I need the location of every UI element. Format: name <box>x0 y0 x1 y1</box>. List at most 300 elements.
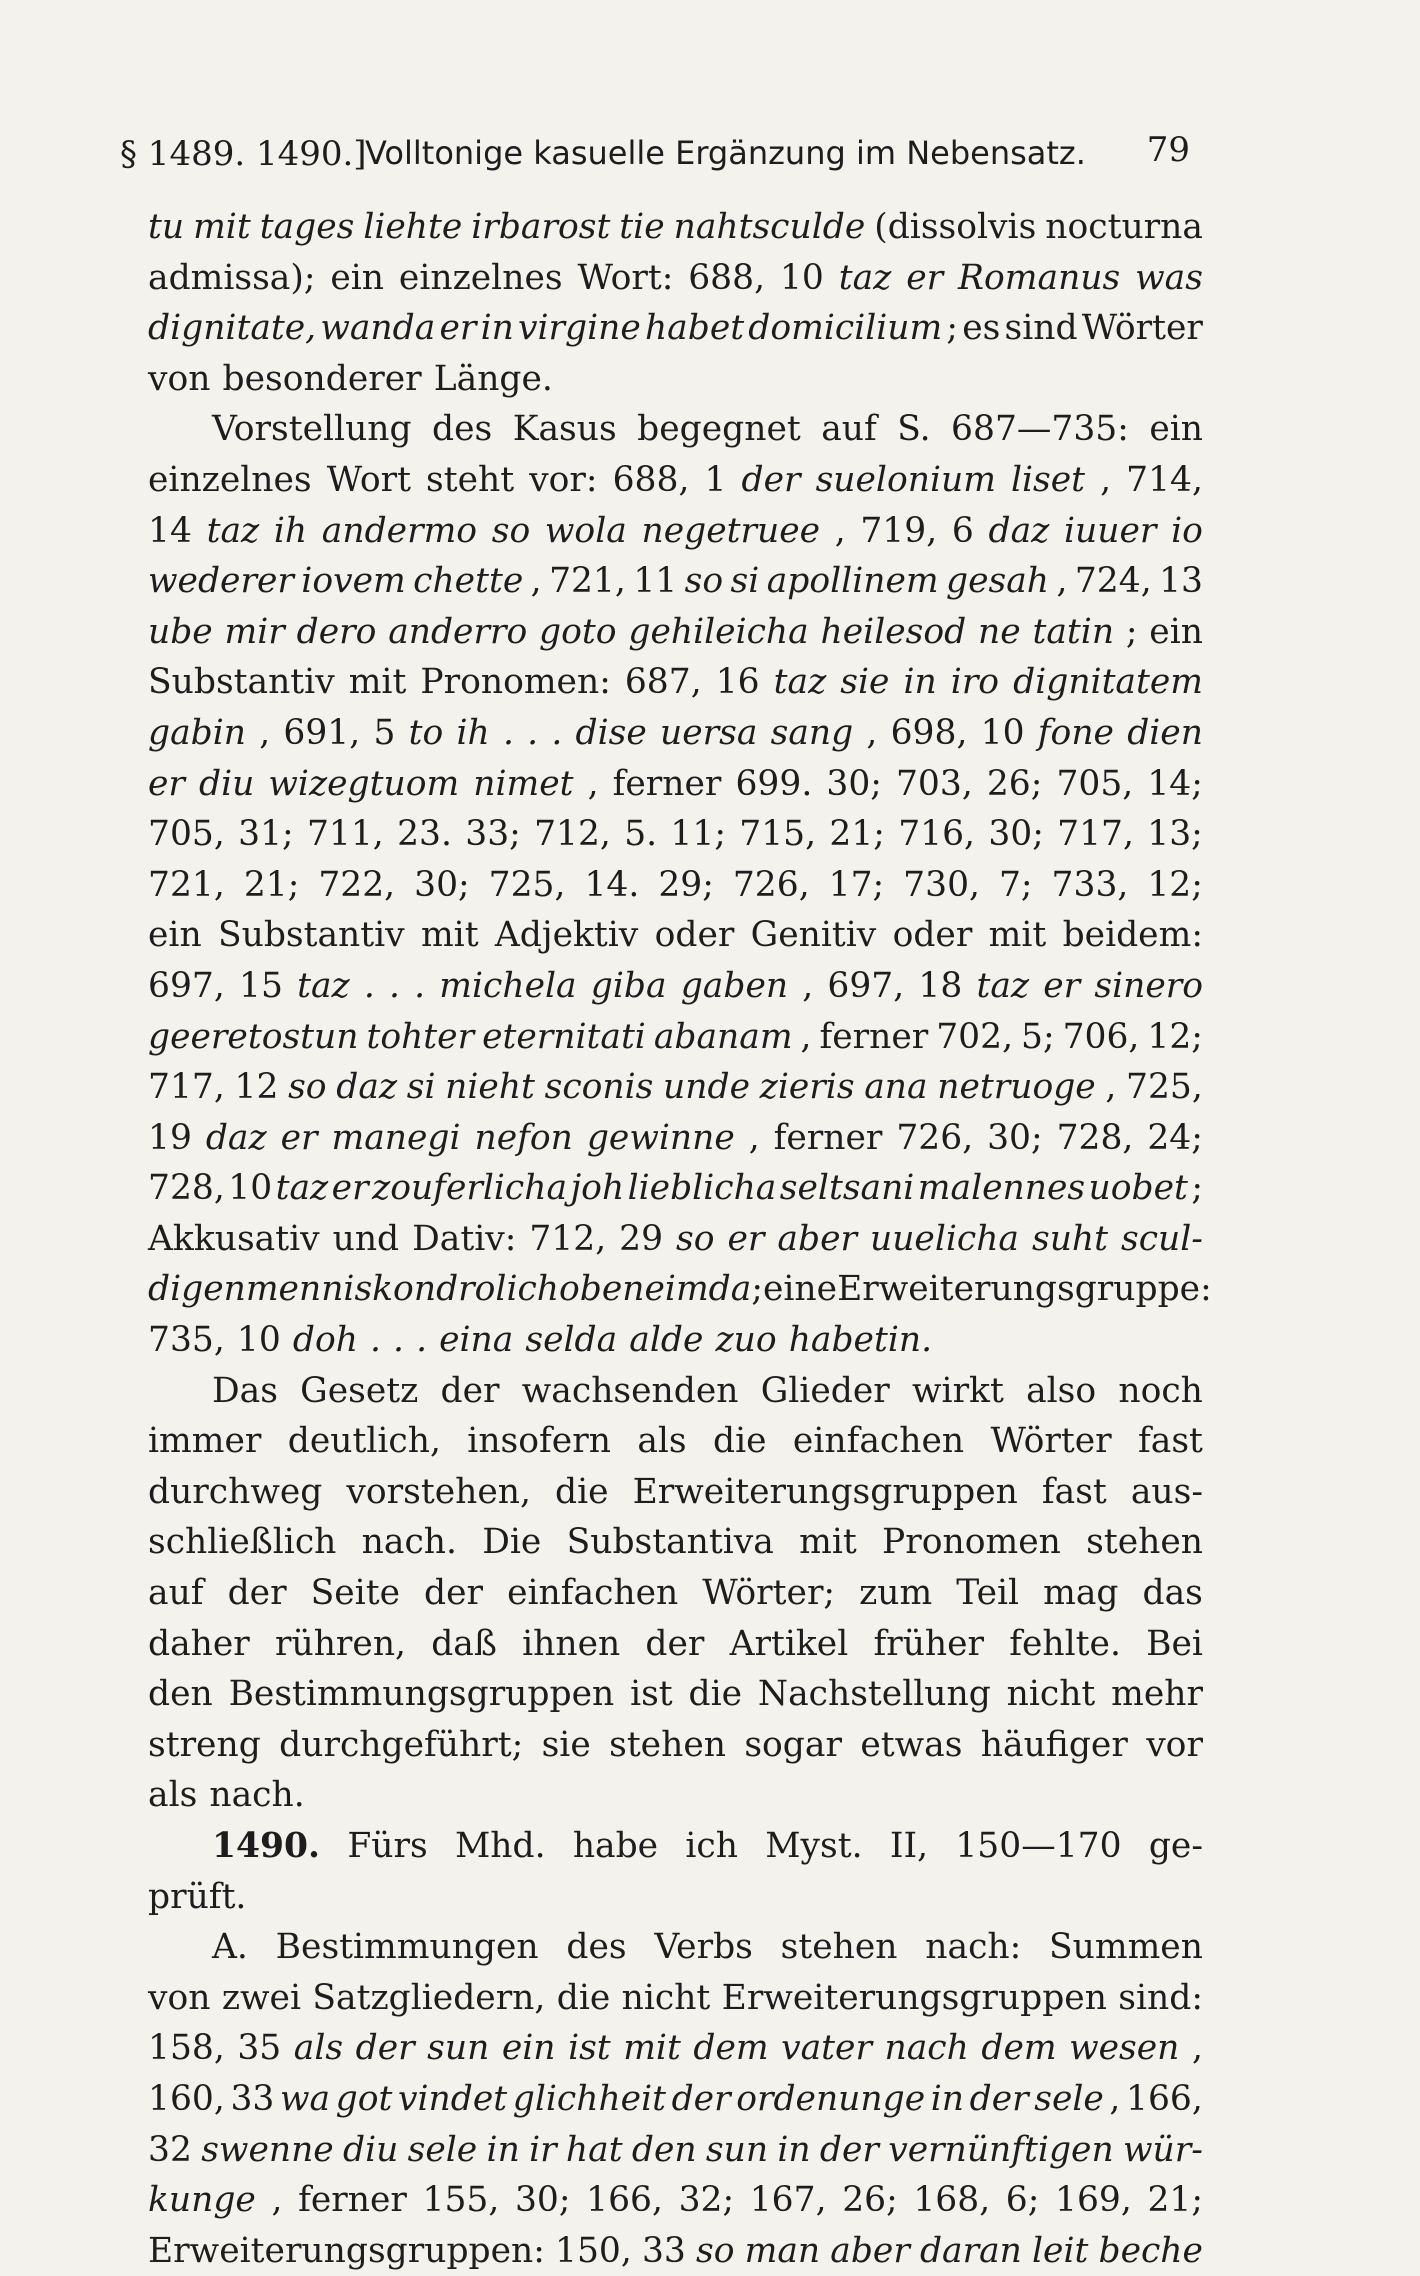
word: uersa <box>660 712 758 753</box>
word: taz <box>838 257 892 298</box>
word: chette <box>413 561 524 602</box>
word: iovem <box>301 561 406 602</box>
word: aber <box>830 2230 910 2271</box>
word: 726, <box>896 1117 974 1158</box>
word: des <box>566 1927 627 1968</box>
word: drolicho <box>436 1269 580 1310</box>
word: rühren, <box>274 1623 407 1664</box>
word: taz <box>206 510 260 551</box>
word: Substantiv <box>217 915 405 956</box>
word: 717, <box>148 1067 225 1108</box>
word: daz <box>205 1117 267 1158</box>
word: giba <box>590 965 667 1006</box>
text-line <box>148 1163 1203 1214</box>
word: malennes <box>917 1168 1086 1209</box>
word: mit <box>623 2028 681 2069</box>
word: der <box>227 1573 287 1614</box>
word: Teil <box>956 1573 1020 1614</box>
word: seltsani <box>779 1168 915 1209</box>
word: der <box>819 2129 879 2170</box>
word: es <box>962 308 1001 349</box>
word: joh <box>570 1168 625 1209</box>
word: so <box>696 2230 735 2271</box>
word: Erweiterungsgruppen <box>632 1471 1018 1512</box>
text-line <box>148 455 1203 506</box>
word: sinero <box>1094 965 1203 1006</box>
word: 13 <box>1159 561 1203 602</box>
word: 10 <box>228 1168 273 1209</box>
page-number: 79 <box>1146 130 1190 170</box>
word: Das <box>212 1370 278 1411</box>
word: 17; <box>828 864 885 905</box>
word: wola <box>544 510 627 551</box>
word: . <box>389 965 400 1006</box>
word: 16 <box>715 662 760 703</box>
word: ein <box>1149 611 1203 652</box>
word: Erweiterungsgruppen <box>721 1977 1107 2018</box>
word: ist <box>630 1674 673 1715</box>
word: nimet <box>473 763 574 804</box>
word: Vorstellung <box>212 409 412 450</box>
text-line <box>148 404 1203 455</box>
word: nicht <box>621 1977 711 2018</box>
word: 717, <box>1057 814 1134 855</box>
word: der <box>671 2078 731 2119</box>
word: Länge. <box>433 358 553 399</box>
word: manegi <box>331 1117 461 1158</box>
text-line <box>148 303 1203 354</box>
word: 32 <box>148 2129 192 2170</box>
text-line <box>148 1720 1203 1771</box>
word: sind <box>1004 308 1078 349</box>
word: kunge <box>148 2180 256 2221</box>
word: in <box>486 2129 520 2170</box>
text-line <box>148 2074 1203 2125</box>
word: nefon <box>474 1117 573 1158</box>
word: begegnet <box>637 409 801 450</box>
word: ein <box>501 2028 556 2069</box>
word: S. <box>897 409 931 450</box>
word: tie <box>619 207 665 247</box>
text-line <box>148 860 1203 911</box>
word: die <box>555 1471 609 1512</box>
word: ih <box>456 712 490 753</box>
word: er <box>331 1168 369 1209</box>
word: Romanus <box>958 257 1121 298</box>
word: heilesod <box>820 611 967 652</box>
word: den <box>631 2129 697 2170</box>
word: 12; <box>1147 1016 1203 1057</box>
word: goto <box>539 611 617 652</box>
word: oder <box>654 915 735 956</box>
word: schließlich <box>148 1522 337 1563</box>
word: ferner <box>298 2180 407 2221</box>
word: der <box>424 1573 484 1614</box>
text-line <box>148 354 1203 405</box>
word: admissa); <box>148 257 316 298</box>
word: nocturna <box>1045 207 1203 247</box>
word: 12; <box>1147 864 1203 905</box>
word: vorstehen, <box>346 1471 531 1512</box>
word: also <box>1026 1370 1097 1411</box>
word: 706, <box>1062 1016 1140 1057</box>
word: 32; <box>678 2180 735 2221</box>
word: er <box>1043 965 1081 1006</box>
word: etwas <box>860 1724 963 1765</box>
word: wür- <box>1122 2129 1203 2170</box>
word: fast <box>1041 1471 1107 1512</box>
word: ge- <box>1148 1826 1203 1866</box>
word: 12 <box>234 1067 279 1108</box>
word: als <box>148 1775 198 1816</box>
word: dise <box>575 712 647 753</box>
word: sun <box>705 2129 769 2170</box>
word: mehr <box>1111 1674 1203 1715</box>
word: 5. <box>624 814 658 855</box>
word: suht <box>1032 1218 1109 1259</box>
word: Substantiv <box>148 662 335 703</box>
word: fone <box>1037 712 1114 753</box>
word: nach. <box>361 1522 457 1563</box>
word: 11; <box>670 814 726 855</box>
text-line <box>148 556 1203 607</box>
word: tu <box>148 207 185 247</box>
word: dien <box>1127 712 1203 753</box>
word: liset <box>1010 459 1086 500</box>
word: Bestimmungen <box>275 1927 539 1968</box>
word: den <box>148 1674 213 1715</box>
word: mit <box>420 915 479 956</box>
word: tages <box>259 207 355 247</box>
word: 30; <box>988 814 1044 855</box>
word: einfachen <box>507 1573 679 1614</box>
word: 703, <box>895 763 973 804</box>
word: der <box>440 1370 500 1411</box>
text-line <box>148 1517 1203 1568</box>
word: uobet <box>1088 1168 1188 1209</box>
word: 29 <box>619 1218 664 1259</box>
word: in <box>903 662 937 703</box>
word: 166, <box>586 2180 663 2221</box>
word: , <box>1056 561 1068 602</box>
word: , <box>1100 459 1112 500</box>
word: . <box>551 712 563 753</box>
word: Mhd. <box>454 1826 546 1866</box>
word: 11 <box>633 561 678 602</box>
text-line <box>148 2226 1203 2276</box>
word: mit <box>348 662 407 703</box>
word: Bestimmungsgruppen <box>228 1674 615 1715</box>
word: 711, <box>306 814 384 855</box>
word: si <box>406 1067 436 1108</box>
word: , <box>800 1016 812 1057</box>
word: , <box>834 510 846 551</box>
word: gesah <box>946 561 1050 602</box>
word: 687, <box>624 662 702 703</box>
word: 712, <box>534 814 611 855</box>
word: man <box>744 2230 821 2271</box>
word: ein <box>330 257 385 298</box>
word: der <box>741 459 801 500</box>
word: liehte <box>363 207 463 247</box>
word: wizegtuom <box>268 763 460 804</box>
word: 733, <box>1051 864 1129 905</box>
word: 1 <box>704 459 727 500</box>
word: einfachen <box>792 1421 965 1462</box>
word: zwei <box>221 1977 302 2018</box>
word: aber <box>777 1218 857 1259</box>
word: daher <box>148 1623 250 1664</box>
running-head <box>120 130 1190 174</box>
word: gabin <box>148 712 246 753</box>
word: 150—170 <box>955 1826 1122 1866</box>
word: Dativ: <box>412 1218 517 1259</box>
word: Genitiv <box>750 915 877 956</box>
word: 14 <box>148 510 192 551</box>
word: wederer <box>148 561 294 602</box>
word: scul- <box>1121 1218 1203 1259</box>
word: tatin <box>1032 611 1115 652</box>
word: , <box>748 1117 760 1158</box>
text-line <box>148 708 1203 759</box>
word: , <box>1109 2078 1121 2119</box>
word: 726, <box>732 864 810 905</box>
word: 725, <box>1126 1067 1203 1108</box>
word: digen <box>148 1269 246 1310</box>
word: suelonium <box>815 459 996 500</box>
section-reference: § 1489. 1490.] <box>120 134 367 174</box>
word: Adjektiv <box>494 915 639 956</box>
word: 6; <box>1005 2180 1040 2221</box>
text-line <box>148 1467 1203 1518</box>
word: alde <box>629 1320 704 1361</box>
word: 30; <box>414 864 470 905</box>
word: . <box>393 1320 404 1361</box>
word: mag <box>1043 1573 1119 1614</box>
word: ich <box>685 1826 738 1866</box>
word: auf <box>821 409 877 450</box>
word: aus- <box>1130 1471 1203 1512</box>
word: der <box>355 2028 415 2069</box>
word: got <box>335 2078 393 2119</box>
word: 698, <box>890 712 968 753</box>
word: 23. <box>397 814 452 855</box>
word: noch <box>1118 1370 1203 1411</box>
word: dignitate, <box>148 308 317 349</box>
word: zouferlicha <box>372 1168 568 1209</box>
word: stehen <box>1086 1522 1203 1563</box>
word: , <box>1191 2028 1203 2069</box>
word: 13; <box>1147 814 1203 855</box>
word: 10 <box>980 712 1025 753</box>
text-line <box>148 202 1203 253</box>
word: , <box>271 2180 283 2221</box>
word: ; <box>946 308 959 349</box>
word: leit <box>1032 2230 1089 2271</box>
word: habet <box>644 308 745 349</box>
word: 30; <box>987 1117 1043 1158</box>
text-line <box>148 759 1203 810</box>
word: nach <box>884 2028 969 2069</box>
word: in <box>480 308 514 349</box>
word: Nachstellung <box>757 1674 991 1715</box>
word: 21; <box>1147 2180 1203 2221</box>
word: 697, <box>148 965 225 1006</box>
word: eine <box>762 1269 838 1310</box>
word: ih <box>273 510 308 551</box>
word: swenne <box>201 2129 334 2170</box>
word: 160, <box>148 2078 225 2119</box>
word: und <box>332 1218 400 1259</box>
word: 721, <box>148 864 225 905</box>
text-line <box>148 253 1203 304</box>
text-line <box>148 607 1203 658</box>
word: lieblicha <box>627 1168 777 1209</box>
word: sang <box>770 712 854 753</box>
word: der <box>969 2078 1029 2119</box>
word: geeretostun <box>148 1016 359 1057</box>
word: 26; <box>842 2180 898 2221</box>
running-title: Volltonige kasuelle Ergänzung im Nebensatz. <box>365 134 1086 172</box>
word: Kasus <box>512 409 617 450</box>
word: nahtsculde <box>673 207 866 247</box>
word: dignitatem <box>1013 662 1203 703</box>
word: . <box>370 1320 381 1361</box>
word: wirkt <box>912 1370 1004 1411</box>
word: ana <box>864 1067 928 1108</box>
word: Erweiterungsgruppe: <box>837 1269 1212 1310</box>
word: irbarost <box>471 207 611 247</box>
word: 167, <box>749 2180 827 2221</box>
word: 24; <box>1147 1117 1203 1158</box>
word: oder <box>892 915 973 956</box>
word: hat <box>565 2129 623 2170</box>
word: sogar <box>744 1724 842 1765</box>
word: der <box>645 1623 705 1664</box>
word: virgine <box>518 308 641 349</box>
word: . <box>502 712 514 753</box>
word: habetin. <box>788 1320 933 1361</box>
word: . <box>363 965 375 1006</box>
word: sun <box>427 2028 490 2069</box>
word: beche <box>1098 2230 1203 2271</box>
word: 169, <box>1055 2180 1132 2221</box>
word: von <box>148 1977 211 2018</box>
word: vater <box>781 2028 872 2069</box>
word: nieht <box>445 1067 535 1108</box>
text-line <box>148 1366 1203 1417</box>
word: sie <box>541 1724 591 1765</box>
word: beidem: <box>1062 915 1203 956</box>
word: (dissolvis <box>874 207 1037 247</box>
word: gaben <box>680 965 789 1006</box>
word: 705, <box>148 814 225 855</box>
word: Seite <box>310 1573 400 1614</box>
word: iro <box>950 662 1000 703</box>
word: ein <box>148 915 202 956</box>
word: 15 <box>239 965 283 1006</box>
word: 725, <box>488 864 566 905</box>
word: ist <box>568 2028 611 2069</box>
word: steht <box>426 459 515 500</box>
word: 155, <box>422 2180 500 2221</box>
word: Summen <box>1049 1927 1203 1968</box>
word: 30; <box>826 763 882 804</box>
word: 6 <box>951 510 974 551</box>
word: gewinne <box>586 1117 735 1158</box>
word: menniskon <box>245 1269 437 1310</box>
word: doh <box>292 1320 358 1361</box>
word: . <box>527 712 539 753</box>
text-line <box>148 1416 1203 1467</box>
word: ; <box>1125 611 1138 652</box>
word: Wörter; <box>702 1573 836 1614</box>
word: 5; <box>1021 1016 1055 1057</box>
word: in <box>930 2078 965 2119</box>
word: 21; <box>829 814 885 855</box>
word: 730, <box>903 864 980 905</box>
word: des <box>432 409 493 450</box>
word: als <box>637 1421 687 1462</box>
word: mit <box>193 207 251 247</box>
word: so <box>491 510 531 551</box>
word: was <box>1135 257 1203 298</box>
text-line <box>148 1619 1203 1670</box>
text-line <box>148 1062 1203 1113</box>
word: zum <box>859 1573 933 1614</box>
word: 702, <box>936 1016 1014 1057</box>
word: wachsenden <box>521 1370 739 1411</box>
word: ube <box>148 611 213 652</box>
word: , <box>587 763 599 804</box>
word: wanda <box>320 308 436 349</box>
word: insofern <box>467 1421 611 1462</box>
word: 699. <box>735 763 813 804</box>
text-line <box>148 1821 1203 1872</box>
word: 33; <box>465 814 521 855</box>
word: negetruee <box>641 510 821 551</box>
word: so <box>684 561 724 602</box>
word: ferner <box>773 1117 883 1158</box>
word: Satzgliedern, <box>312 1977 546 2018</box>
word: , <box>802 965 814 1006</box>
word: 10 <box>236 1320 281 1361</box>
text-line <box>148 1568 1203 1619</box>
word: 14; <box>1147 763 1203 804</box>
word: 719, <box>860 510 938 551</box>
word: 14. <box>584 864 640 905</box>
word: ordenunge <box>736 2078 926 2119</box>
word: 697, <box>827 965 905 1006</box>
word: er <box>148 763 185 804</box>
word: Myst. <box>765 1826 863 1866</box>
word: 18 <box>918 965 963 1006</box>
word: 29; <box>658 864 714 905</box>
word: Artikel <box>729 1623 849 1664</box>
word: habe <box>572 1826 659 1866</box>
word: daran <box>919 2230 1022 2271</box>
word: streng <box>148 1724 261 1765</box>
word: fehlte. <box>1009 1623 1121 1664</box>
word: früher <box>873 1623 985 1664</box>
word: 714, <box>1126 459 1203 500</box>
text-line <box>148 1012 1203 1063</box>
word: 26; <box>986 763 1043 804</box>
word: unde <box>663 1067 750 1108</box>
word: michela <box>439 965 577 1006</box>
word: ne <box>978 611 1021 652</box>
word: er <box>906 257 944 298</box>
